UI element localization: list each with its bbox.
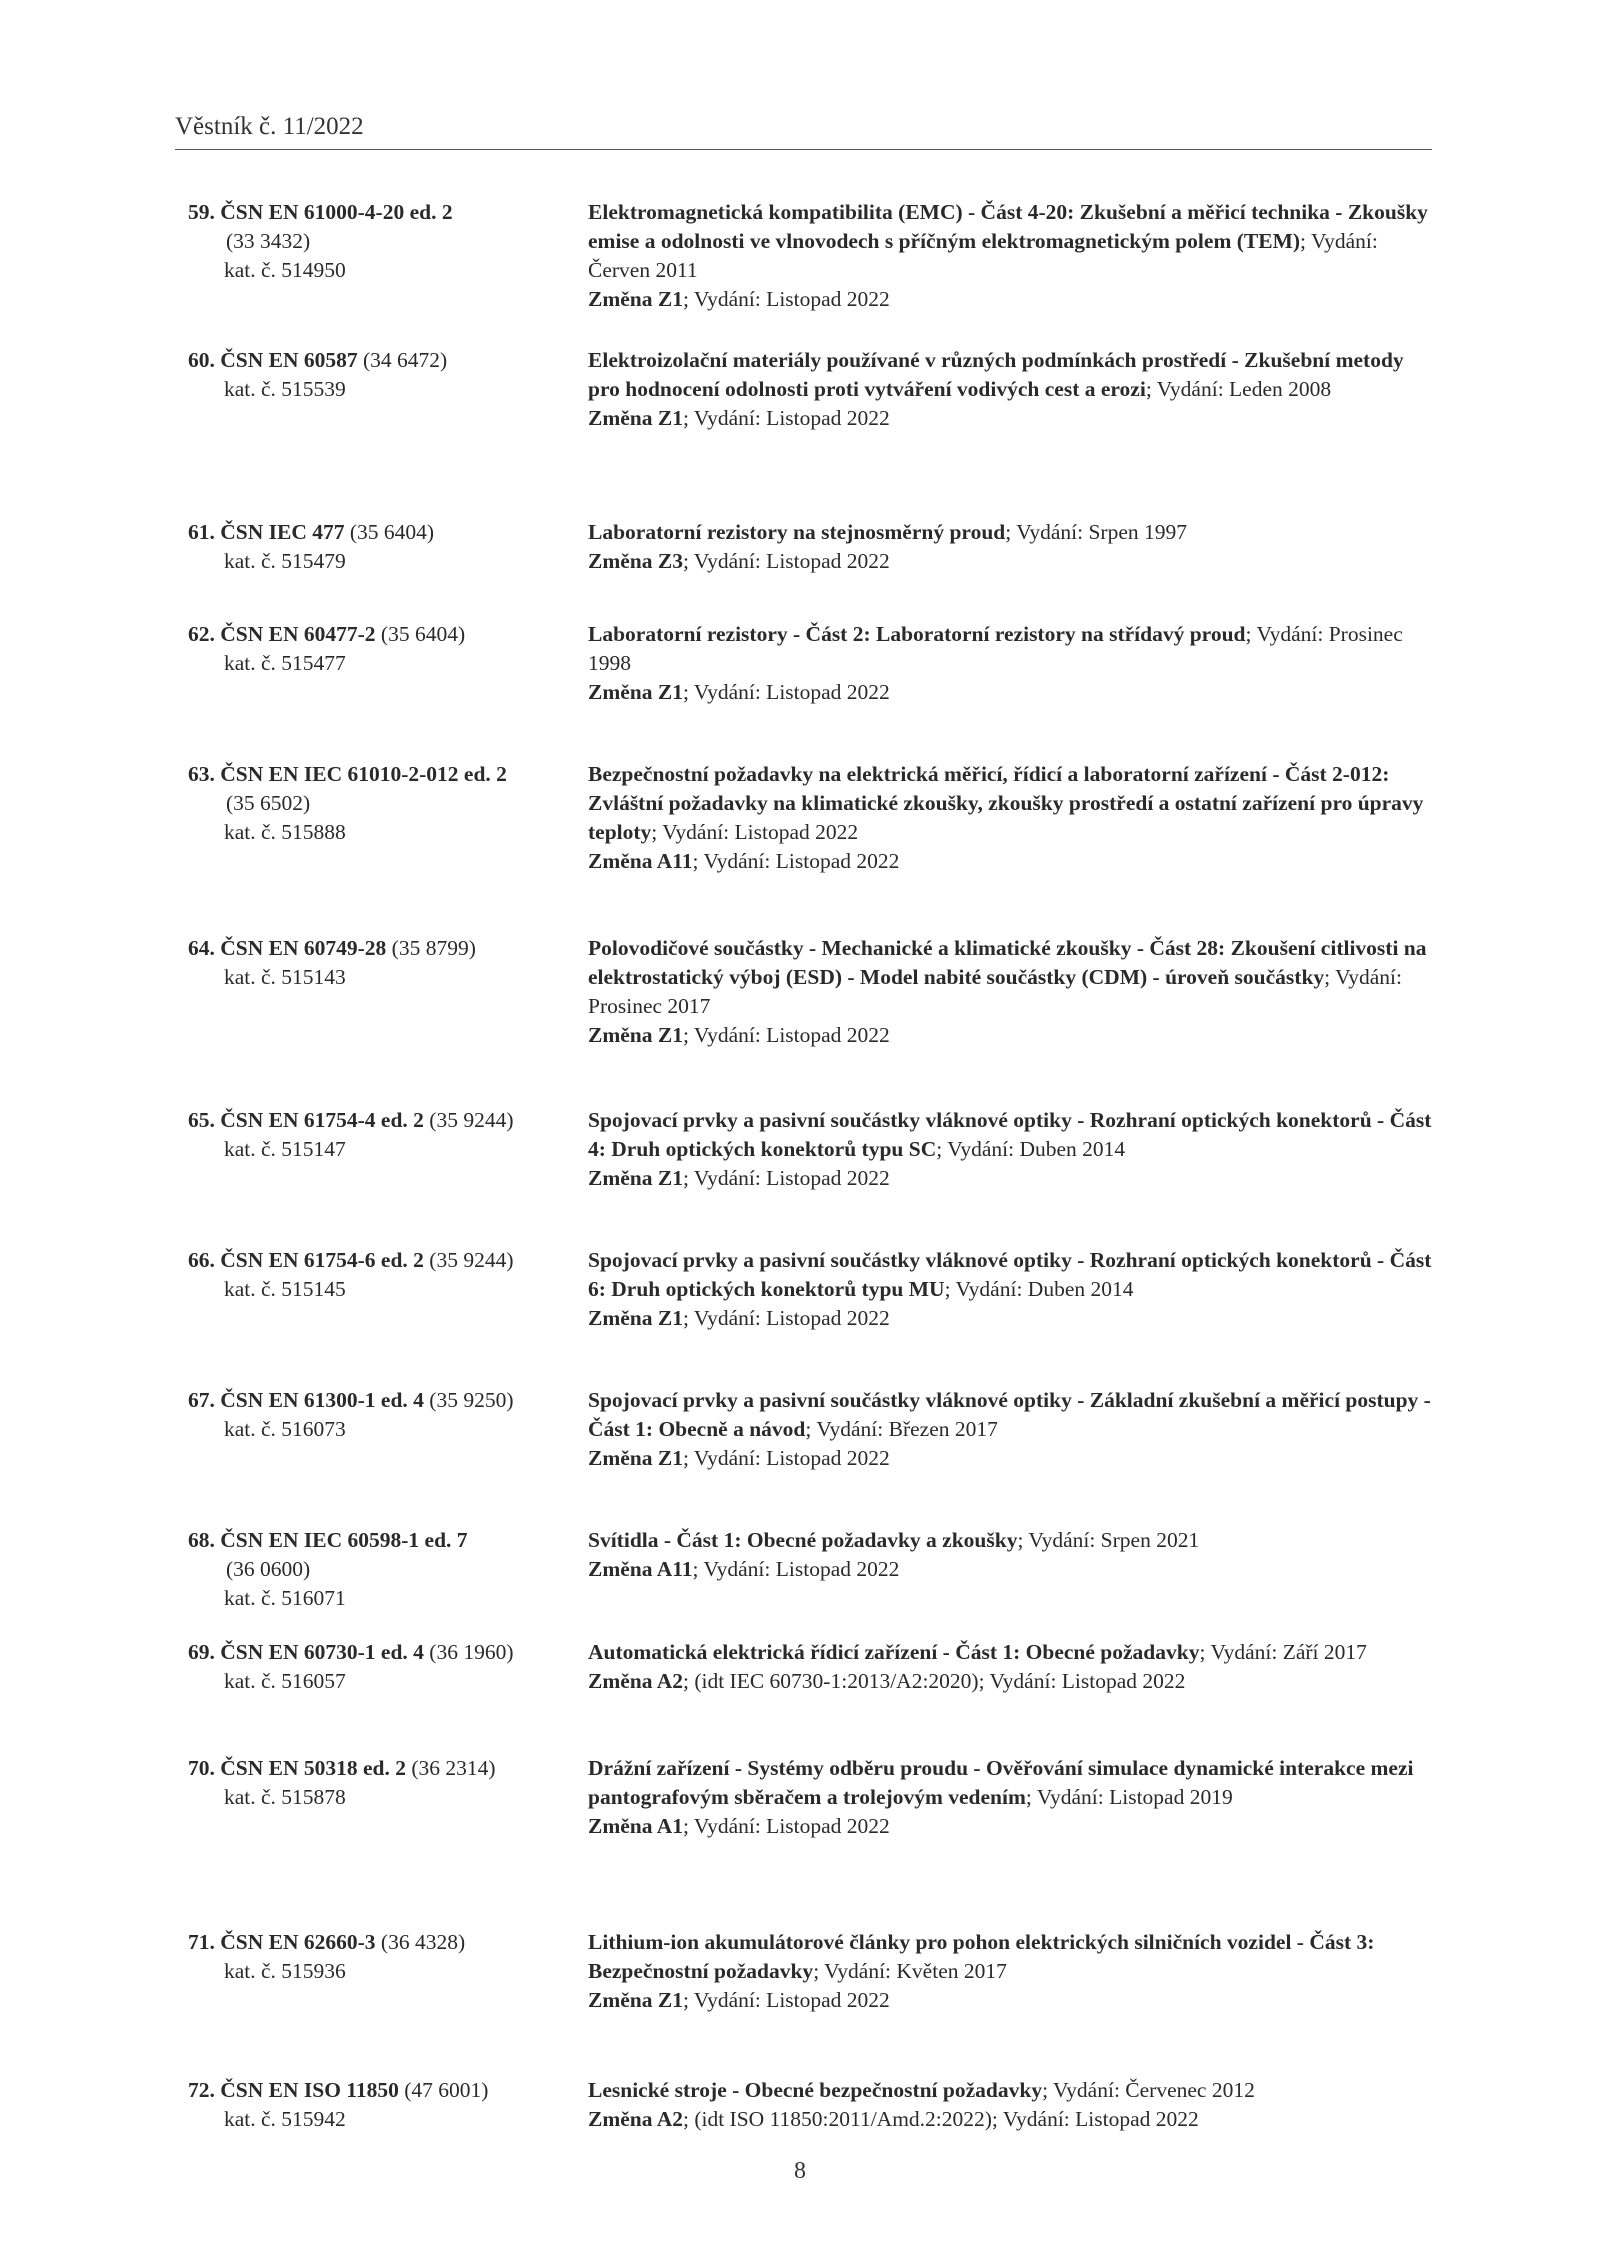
classification-code: (35 9250) (429, 1388, 514, 1412)
standard-title: Laboratorní rezistory - Část 2: Laboratorní rezistory na střídavý proud (588, 622, 1246, 646)
catalog-number: kat. č. 515936 (224, 1959, 346, 1983)
standard-identifier (188, 620, 588, 707)
standard-identifier (188, 198, 588, 314)
standard-description (588, 620, 1438, 707)
change-label: Změna Z1 (588, 1446, 683, 1470)
standard-description (588, 934, 1438, 1050)
standard-title: Drážní zařízení - Systémy odběru proudu - Ověřování simulace dynamické interakce mezi pantografovým sběračem a trolejovým vedením (588, 1756, 1414, 1809)
issue-date: ; Vydání: Srpen 1997 (1005, 520, 1188, 544)
standard-description (588, 1638, 1438, 1696)
change-label: Změna Z3 (588, 549, 683, 573)
standard-code: ČSN EN 61300-1 ed. 4 (220, 1388, 424, 1412)
standard-entry (188, 518, 1438, 576)
change-issue-date: ; Vydání: Listopad 2022 (682, 1988, 890, 2012)
change-issue-date: ; Vydání: Listopad 2022 (682, 1023, 890, 1047)
change-label: Změna A1 (588, 1814, 683, 1838)
standard-description (588, 518, 1438, 576)
issue-date: ; Vydání: Květen 2017 (813, 1959, 1007, 1983)
standard-entry (188, 198, 1438, 314)
standard-entry (188, 346, 1438, 433)
catalog-number: kat. č. 516073 (224, 1417, 346, 1441)
standard-title: Bezpečnostní požadavky na elektrická měřicí, řídicí a laboratorní zařízení - Část 2-012: Zvláštní požadavky na klimatické zkoušky, zkoušky prostředí a ostatní zařízení pro úpravy teploty (588, 762, 1424, 844)
entry-number: 69. (188, 1640, 215, 1664)
standard-identifier (188, 1638, 588, 1696)
entry-number: 64. (188, 936, 215, 960)
change-issue-date: ; Vydání: Listopad 2022 (682, 287, 890, 311)
classification-code: (35 9244) (429, 1108, 514, 1132)
change-issue-date: ; Vydání: Listopad 2022 (682, 1814, 890, 1838)
standard-entry (188, 1638, 1438, 1696)
standard-title: Lithium-ion akumulátorové články pro pohon elektrických silničních vozidel - Část 3: Bezpečnostní požadavky (588, 1930, 1375, 1983)
standard-code: ČSN EN 62660-3 (220, 1930, 376, 1954)
standard-identifier (188, 1928, 588, 2015)
issue-date: ; Vydání: Listopad 2019 (1025, 1785, 1233, 1809)
standard-title: Elektromagnetická kompatibilita (EMC) - Část 4-20: Zkušební a měřicí technika - Zkoušky emise a odolnosti ve vlnovodech s příčným elektromagnetickým polem (TEM) (588, 200, 1428, 253)
issue-date: ; Vydání: Červenec 2012 (1042, 2078, 1255, 2102)
standard-description (588, 1106, 1438, 1193)
catalog-number: kat. č. 515878 (224, 1785, 346, 1809)
classification-code: (47 6001) (404, 2078, 489, 2102)
standard-entry (188, 934, 1438, 1050)
standard-description (588, 760, 1438, 876)
issue-date: ; Vydání: Srpen 2021 (1017, 1528, 1200, 1552)
standard-entry (188, 1754, 1438, 1841)
catalog-number: kat. č. 515147 (224, 1137, 346, 1161)
classification-code: (36 2314) (411, 1756, 496, 1780)
standard-title: Spojovací prvky a pasivní součástky vláknové optiky - Rozhraní optických konektorů - Část 4: Druh optických konektorů typu SC (588, 1108, 1432, 1161)
standard-code: ČSN IEC 477 (220, 520, 345, 544)
catalog-number: kat. č. 515477 (224, 651, 346, 675)
change-label: Změna Z1 (588, 1988, 683, 2012)
standard-code: ČSN EN 61754-4 ed. 2 (220, 1108, 424, 1132)
standard-entry (188, 1928, 1438, 2015)
change-issue-date: ; Vydání: Listopad 2022 (682, 549, 890, 573)
standard-title: Polovodičové součástky - Mechanické a klimatické zkoušky - Část 28: Zkoušení citlivosti na elektrostatický výboj (ESD) - Model nabité součástky (CDM) - úroveň součástky (588, 936, 1427, 989)
change-label: Změna Z1 (588, 287, 683, 311)
catalog-number: kat. č. 514950 (224, 258, 346, 282)
entry-number: 60. (188, 348, 215, 372)
change-issue-date: ; Vydání: Listopad 2022 (682, 680, 890, 704)
standard-title: Svítidla - Část 1: Obecné požadavky a zkoušky (588, 1528, 1018, 1552)
classification-code: (35 9244) (429, 1248, 514, 1272)
change-issue-date: ; (idt IEC 60730-1:2013/A2:2020); Vydání: Listopad 2022 (682, 1669, 1186, 1693)
standard-description (588, 1754, 1438, 1841)
change-issue-date: ; Vydání: Listopad 2022 (692, 1557, 900, 1581)
standard-title: Elektroizolační materiály používané v různých podmínkách prostředí - Zkušební metody pro hodnocení odolnosti proti vytváření vodivých cest a erozi (588, 348, 1404, 401)
issue-date: ; Vydání: Březen 2017 (805, 1417, 998, 1441)
standard-code: ČSN EN ISO 11850 (220, 2078, 399, 2102)
catalog-number: kat. č. 515145 (224, 1277, 346, 1301)
change-issue-date: ; Vydání: Listopad 2022 (682, 406, 890, 430)
standard-entry (188, 2076, 1438, 2134)
standard-description (588, 1386, 1438, 1473)
standard-identifier (188, 1386, 588, 1473)
standard-identifier (188, 1246, 588, 1333)
entry-number: 68. (188, 1528, 215, 1552)
entry-number: 71. (188, 1930, 215, 1954)
entry-number: 70. (188, 1756, 215, 1780)
change-label: Změna A2 (588, 2107, 683, 2131)
standard-code: ČSN EN 60477-2 (220, 622, 376, 646)
standard-identifier (188, 346, 588, 433)
entry-number: 66. (188, 1248, 215, 1272)
change-label: Změna A11 (588, 1557, 693, 1581)
change-label: Změna Z1 (588, 1306, 683, 1330)
page-number: 8 (794, 2158, 806, 2184)
catalog-number: kat. č. 516057 (224, 1669, 346, 1693)
catalog-number: kat. č. 515942 (224, 2107, 346, 2131)
change-issue-date: ; Vydání: Listopad 2022 (682, 1446, 890, 1470)
standard-description (588, 198, 1438, 314)
standard-description (588, 1246, 1438, 1333)
change-label: Změna Z1 (588, 1166, 683, 1190)
standard-identifier (188, 1754, 588, 1841)
entry-number: 72. (188, 2078, 215, 2102)
catalog-number: kat. č. 515143 (224, 965, 346, 989)
standard-title: Spojovací prvky a pasivní součástky vláknové optiky - Základní zkušební a měřicí postupy - Část 1: Obecně a návod (588, 1388, 1431, 1441)
classification-code: (34 6472) (363, 348, 448, 372)
standard-description (588, 1526, 1438, 1613)
change-label: Změna A2 (588, 1669, 683, 1693)
standard-title: Automatická elektrická řídicí zařízení - Část 1: Obecné požadavky (588, 1640, 1200, 1664)
standard-code: ČSN EN 61754-6 ed. 2 (220, 1248, 424, 1272)
standard-code: ČSN EN 61000-4-20 ed. 2 (220, 200, 453, 224)
change-issue-date: ; Vydání: Listopad 2022 (682, 1306, 890, 1330)
standard-entry (188, 760, 1438, 876)
issue-date: ; Vydání: Červen 2011 (588, 229, 1378, 282)
classification-code: (35 6404) (349, 520, 435, 544)
page-header: Věstník č. 11/2022 (175, 113, 1432, 150)
entry-number: 61. (188, 520, 215, 544)
standard-entry (188, 1106, 1438, 1193)
issue-date: ; Vydání: Duben 2014 (944, 1277, 1134, 1301)
standard-title: Spojovací prvky a pasivní součástky vláknové optiky - Rozhraní optických konektorů - Část 6: Druh optických konektorů typu MU (588, 1248, 1432, 1301)
change-issue-date: ; (idt ISO 11850:2011/Amd.2:2022); Vydání: Listopad 2022 (682, 2107, 1199, 2131)
entry-number: 65. (188, 1108, 215, 1132)
catalog-number: kat. č. 515479 (224, 549, 346, 573)
entry-number: 67. (188, 1388, 215, 1412)
classification-code: (36 0600) (226, 1557, 311, 1581)
classification-code: (33 3432) (226, 229, 311, 253)
standard-identifier (188, 934, 588, 1050)
standard-code: ČSN EN 60749-28 (220, 936, 387, 960)
change-issue-date: ; Vydání: Listopad 2022 (682, 1166, 890, 1190)
issue-date: ; Vydání: Leden 2008 (1145, 377, 1332, 401)
standard-identifier (188, 760, 588, 876)
standard-code: ČSN EN 60587 (220, 348, 358, 372)
standard-identifier (188, 518, 588, 576)
standard-code: ČSN EN IEC 61010-2-012 ed. 2 (220, 762, 507, 786)
issue-date: ; Vydání: Listopad 2022 (651, 820, 859, 844)
change-label: Změna Z1 (588, 406, 683, 430)
classification-code: (35 8799) (391, 936, 476, 960)
standard-description (588, 2076, 1438, 2134)
entry-number: 62. (188, 622, 215, 646)
standard-code: ČSN EN 50318 ed. 2 (220, 1756, 407, 1780)
standard-entry (188, 1386, 1438, 1473)
standard-identifier (188, 2076, 588, 2134)
classification-code: (36 4328) (380, 1930, 466, 1954)
change-label: Změna A11 (588, 849, 693, 873)
standard-identifier (188, 1526, 588, 1613)
standard-title: Laboratorní rezistory na stejnosměrný proud (588, 520, 1006, 544)
catalog-number: kat. č. 515539 (224, 377, 346, 401)
standard-entry (188, 1526, 1438, 1613)
change-label: Změna Z1 (588, 1023, 683, 1047)
classification-code: (36 1960) (429, 1640, 514, 1664)
standard-description (588, 1928, 1438, 2015)
entry-number: 63. (188, 762, 215, 786)
catalog-number: kat. č. 516071 (224, 1586, 346, 1610)
standard-entry (188, 1246, 1438, 1333)
issue-date: ; Vydání: Duben 2014 (936, 1137, 1126, 1161)
standard-title: Lesnické stroje - Obecné bezpečnostní požadavky (588, 2078, 1043, 2102)
change-issue-date: ; Vydání: Listopad 2022 (692, 849, 900, 873)
classification-code: (35 6404) (380, 622, 466, 646)
standard-description (588, 346, 1438, 433)
issue-date: ; Vydání: Září 2017 (1199, 1640, 1367, 1664)
standard-identifier (188, 1106, 588, 1193)
standard-entry (188, 620, 1438, 707)
issue-date: ; Vydání: Prosinec 1998 (588, 622, 1403, 675)
catalog-number: kat. č. 515888 (224, 820, 346, 844)
classification-code: (35 6502) (226, 791, 311, 815)
standard-code: ČSN EN IEC 60598-1 ed. 7 (220, 1528, 468, 1552)
issue-date: ; Vydání: Prosinec 2017 (588, 965, 1402, 1018)
change-label: Změna Z1 (588, 680, 683, 704)
standard-code: ČSN EN 60730-1 ed. 4 (220, 1640, 424, 1664)
entry-number: 59. (188, 200, 215, 224)
